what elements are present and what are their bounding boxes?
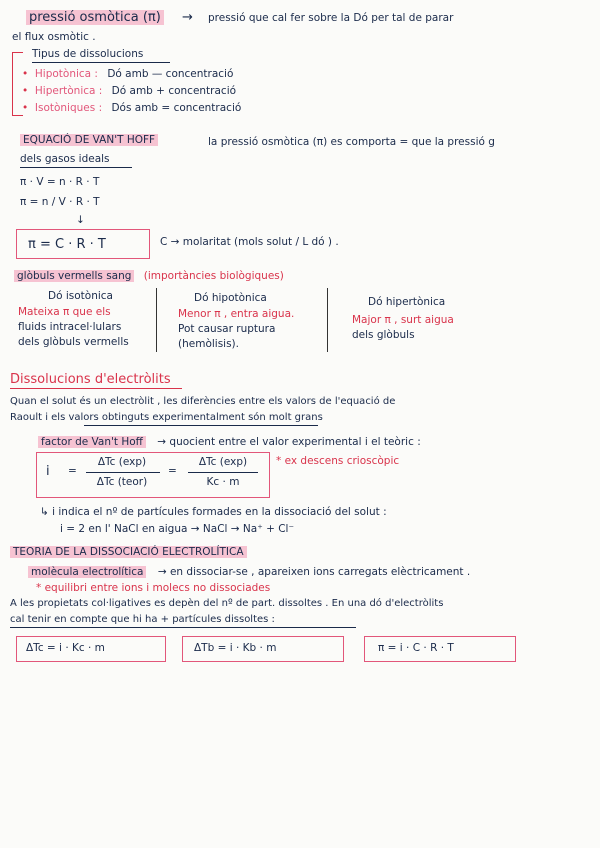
- types-title: Tipus de dissolucions: [32, 48, 144, 60]
- c-definition: C → molaritat (mols solut / L dó ) .: [160, 236, 339, 248]
- isotonic-line-2: fluids intracel·lulars: [18, 321, 122, 333]
- equals-1: =: [68, 465, 77, 477]
- frac-2-num: ΔTc (exp): [198, 456, 248, 468]
- formula-3: π = i · C · R · T: [378, 642, 454, 654]
- equilibrium-note: * equilibri entre ions i molecs no dissociades: [36, 582, 271, 594]
- formula-2: ΔTb = i · Kb · m: [194, 642, 277, 654]
- hypotonic-line-3: (hemòlisis).: [178, 338, 239, 350]
- equals-2: =: [168, 465, 177, 477]
- blood-subtitle: (importàncies biològiques): [143, 270, 284, 282]
- factor-label: factor de Van't Hoff: [38, 436, 146, 448]
- hypotonic-line-1: Menor π , entra aigua.: [178, 308, 295, 320]
- mol-desc: → en dissociar-se , apareixen ions carregats elèctricament .: [157, 566, 471, 578]
- i-line-1: ↳ i indica el nº de partícules formades en la dissociació del solut :: [40, 506, 387, 518]
- i-symbol: i: [46, 464, 50, 479]
- isotonic-line-3: dels glòbuls vermells: [18, 336, 129, 348]
- electrolytes-text-1: Quan el solut és un electròlit , les diferències entre els valors de l'equació de: [10, 396, 396, 407]
- isotonic-head: Dó isotònica: [48, 290, 113, 302]
- type-hypertonic: • Hipertònica : Dó amb + concentració: [22, 85, 237, 97]
- equation-2: π = n / V · R · T: [20, 196, 100, 208]
- dissociation-title: TEORIA DE LA DISSOCIACIÓ ELECTROLÍTICA: [10, 546, 247, 558]
- osmotic-def-1: pressió que cal fer sobre la Dó per tal de parar: [208, 12, 454, 24]
- down-arrow: ↓: [76, 214, 85, 226]
- i-line-2: i = 2 en l' NaCl en aigua → NaCl → Na⁺ + Cl⁻: [60, 523, 295, 535]
- type-hypotonic: • Hipotònica : Dó amb — concentració: [22, 68, 234, 80]
- arrow: →: [181, 10, 193, 25]
- factor-desc: → quocient entre el valor experimental i el teòric :: [157, 436, 421, 448]
- electrolytes-title: Dissolucions d'electròlits: [10, 372, 171, 387]
- hypotonic-line-2: Pot causar ruptura: [178, 323, 276, 335]
- vanthoff-text-1: la pressió osmòtica (π) es comporta = que la pressió g: [208, 136, 495, 148]
- final-equation: π = C · R · T: [28, 237, 106, 252]
- hypotonic-head: Dó hipotònica: [194, 292, 267, 304]
- vanthoff-title: EQUACIÓ DE VAN'T HOFF: [20, 134, 158, 146]
- isotonic-line-1: Mateixa π que els: [18, 306, 111, 318]
- osmotic-title: pressió osmòtica (π): [26, 10, 164, 25]
- props-text-1: A les propietats col·ligatives es depèn del nº de part. dissoltes . En una dó d'electròlits: [10, 598, 444, 609]
- hypertonic-line-2: dels glòbuls: [352, 329, 415, 341]
- mol-label: molècula electrolítica: [28, 566, 146, 578]
- vanthoff-text-2: dels gasos ideals: [20, 153, 110, 165]
- note: * ex descens crioscòpic: [276, 455, 400, 467]
- hypertonic-line-1: Major π , surt aigua: [352, 314, 454, 326]
- hypertonic-head: Dó hipertònica: [368, 296, 446, 308]
- frac-1-num: ΔTc (exp): [97, 456, 147, 468]
- frac-2-den: Kc · m: [206, 476, 240, 488]
- formula-1: ΔTc = i · Kc · m: [26, 642, 105, 654]
- blood-title: glòbuls vermells sang: [14, 270, 134, 282]
- equation-1: π · V = n · R · T: [20, 176, 100, 188]
- osmotic-def-2: el flux osmòtic .: [12, 31, 96, 43]
- frac-1-den: ΔTc (teor): [96, 476, 148, 488]
- type-isotonic: • Isotòniques : Dós amb = concentració: [22, 102, 242, 114]
- props-text-2: cal tenir en compte que hi ha + partícules dissoltes :: [10, 614, 275, 625]
- electrolytes-text-2: Raoult i els valors obtinguts experimentalment són molt grans: [10, 412, 323, 423]
